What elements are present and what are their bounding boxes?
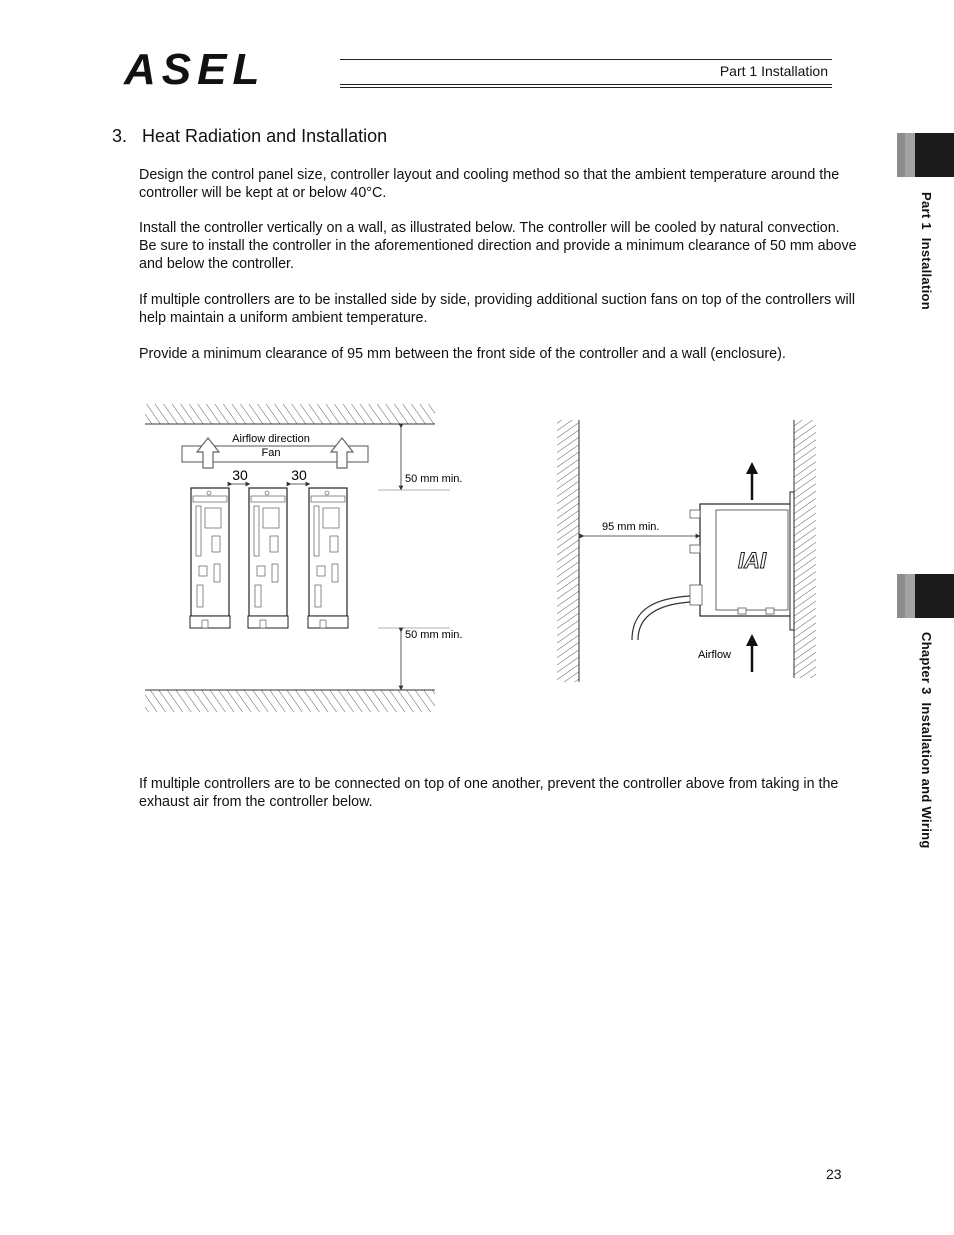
right-wall-hatch (794, 420, 816, 678)
top-clearance-label: 50 mm min. (405, 473, 463, 485)
gap-label-right: 30 (291, 467, 307, 483)
side-tab-chapter (897, 574, 954, 618)
logo-text: ASEL (124, 45, 266, 92)
front-clearance-label: 95 mm min. (602, 521, 660, 533)
side-tab-chapter-label: Chapter 3 Installation and Wiring (919, 632, 934, 849)
page-number: 23 (826, 1166, 842, 1182)
floor-hatch (145, 690, 435, 712)
controller-2 (248, 488, 288, 628)
header-rule-bottom-2 (340, 87, 832, 88)
paragraph-front-clearance: Provide a minimum clearance of 95 mm between the front side of the controller and a wall (enclosure). (139, 346, 786, 362)
airflow-direction-label: Airflow direction (232, 433, 310, 445)
iai-brand-mark: IAI (737, 548, 767, 573)
fan-label: Fan (261, 447, 281, 459)
bottom-clearance-label: 50 mm min. (405, 629, 463, 641)
controller-side-view (690, 492, 794, 630)
paragraph-stacked-controllers: If multiple controllers are to be connected on top of one another, prevent the controller above from taking in the exhaust air from the controller below. (139, 776, 839, 810)
airflow-up-arrow-top-icon (746, 462, 758, 500)
side-tab-part (897, 133, 954, 177)
gap-label-left: 30 (232, 467, 248, 483)
airflow-up-arrow-bottom-icon (746, 634, 758, 672)
paragraph-ambient-temperature: Design the control panel size, controller layout and cooling method so that the ambient temperature around the controller will be kept at or below 40°C. (139, 167, 840, 201)
asel-logo (122, 42, 348, 92)
header-rule-top (340, 59, 832, 60)
ceiling-hatch (145, 404, 435, 424)
header-part-label: Part 1 Installation (719, 63, 828, 79)
paragraph-vertical-install: Install the controller vertically on a wall, as illustrated below. The controller will be cooled by natural convection. Be sure to install the controller in the aforementioned direction and provide a minimum clearance of 50 mm above and below the controller. (139, 220, 857, 272)
paragraph-suction-fans: If multiple controllers are to be installed side by side, providing additional suction fans on top of the controllers will help maintain a uniform ambient temperature. (139, 292, 856, 326)
installation-diagram (0, 390, 954, 730)
header-rule-bottom (340, 84, 832, 85)
controller-3 (308, 488, 348, 628)
side-tab-part-label: Part 1 Installation (919, 192, 934, 310)
section-title: 3. Heat Radiation and Installation (112, 126, 388, 146)
controller-1 (190, 488, 230, 628)
left-wall-hatch (557, 420, 579, 682)
airflow-label: Airflow (698, 649, 732, 661)
